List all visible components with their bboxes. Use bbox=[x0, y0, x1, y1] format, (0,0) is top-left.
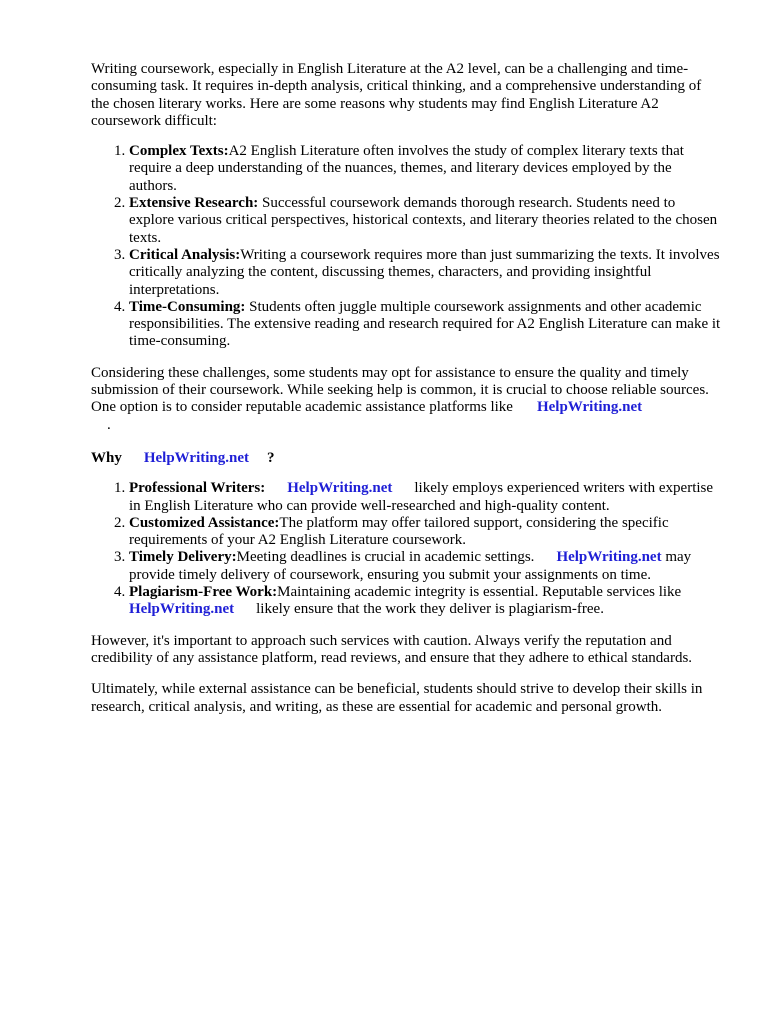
reason-extensive-research bbox=[129, 195, 721, 247]
reason-complex-texts bbox=[129, 143, 721, 195]
benefit-professional-writers bbox=[129, 480, 721, 515]
reason-title: Complex Texts: bbox=[129, 143, 229, 160]
helpwriting-link[interactable]: HelpWriting.net bbox=[536, 399, 643, 416]
benefit-text: Meeting deadlines is crucial in academic settings. bbox=[236, 549, 535, 566]
reason-text: Successful coursework demands thorough research. Students need to explore various critical perspectives, historical contexts, and literary theories related to the chosen texts. bbox=[129, 195, 718, 246]
reason-text: Writing a coursework requires more than just summarizing the texts. It involves critically analyzing the content, discussing themes, characters, and providing insightful interpretations. bbox=[129, 246, 720, 298]
benefit-plagiarism-free bbox=[129, 584, 721, 619]
reason-title: Critical Analysis: bbox=[129, 246, 241, 263]
document-body bbox=[91, 61, 721, 716]
benefit-customized-assistance bbox=[129, 515, 721, 550]
helpwriting-link[interactable]: HelpWriting.net bbox=[129, 601, 235, 618]
reasons-list bbox=[91, 143, 721, 351]
benefit-title: Plagiarism-Free Work: bbox=[129, 584, 278, 601]
reason-critical-analysis bbox=[129, 247, 721, 299]
reason-text: Students often juggle multiple coursework assignments and other academic responsibilities. The extensive reading and research required for A2 English Literature can make it time-consuming. bbox=[129, 298, 721, 350]
considering-end: . bbox=[107, 416, 111, 433]
benefit-timely-delivery bbox=[129, 549, 721, 584]
helpwriting-link[interactable]: HelpWriting.net bbox=[556, 549, 662, 566]
benefit-text: likely employs experienced writers with expertise in English Literature who can provide well-researched and high-quality content. bbox=[129, 480, 714, 514]
why-suffix: ? bbox=[266, 449, 275, 466]
helpwriting-link[interactable]: HelpWriting.net bbox=[143, 449, 249, 466]
benefit-text: Maintaining academic integrity is essential. Reputable services like bbox=[277, 584, 682, 601]
caution-paragraph: However, it's important to approach such services with caution. Always verify the reputation and credibility of any assistance platform, read reviews, and ensure that they adhere to ethical standards. bbox=[91, 632, 693, 666]
intro-paragraph: Writing coursework, especially in English Literature at the A2 level, can be a challenging and time-consuming task. It requires in-depth analysis, critical thinking, and a comprehensive understanding of the chosen literary works. Here are some reasons why students may find English Literature A2 coursework difficult: bbox=[91, 61, 702, 129]
considering-text: Considering these challenges, some students may opt for assistance to ensure the quality and timely submission of their coursework. While seeking help is common, it is crucial to choose reliable sources. One option is to consider reputable academic assistance platforms like bbox=[91, 364, 709, 416]
benefit-title: Professional Writers: bbox=[129, 480, 266, 497]
benefits-list bbox=[91, 480, 721, 618]
reason-title: Time-Consuming: bbox=[129, 298, 246, 315]
benefit-text-continued: may provide timely delivery of coursework, ensuring you submit your assignments on time. bbox=[129, 549, 692, 583]
helpwriting-link[interactable]: HelpWriting.net bbox=[287, 480, 393, 497]
benefit-text: The platform may offer tailored support, considering the specific requirements of your A2 English Literature coursework. bbox=[129, 514, 669, 549]
benefit-title: Timely Delivery: bbox=[129, 549, 237, 566]
benefit-text-continued: likely ensure that the work they deliver is plagiarism-free. bbox=[256, 601, 604, 618]
reason-title: Extensive Research: bbox=[129, 195, 259, 212]
benefit-title: Customized Assistance: bbox=[129, 514, 280, 531]
reason-text: A2 English Literature often involves the study of complex literary texts that require a deep understanding of the nuances, themes, and literary devices employed by the authors. bbox=[129, 143, 684, 194]
considering-paragraph bbox=[91, 365, 721, 434]
why-prefix: Why bbox=[91, 449, 122, 466]
why-heading bbox=[91, 450, 721, 467]
reason-time-consuming bbox=[129, 299, 721, 351]
conclusion-paragraph: Ultimately, while external assistance can be beneficial, students should strive to develop their skills in research, critical analysis, and writing, as these are essential for academic and personal growth. bbox=[91, 681, 703, 715]
